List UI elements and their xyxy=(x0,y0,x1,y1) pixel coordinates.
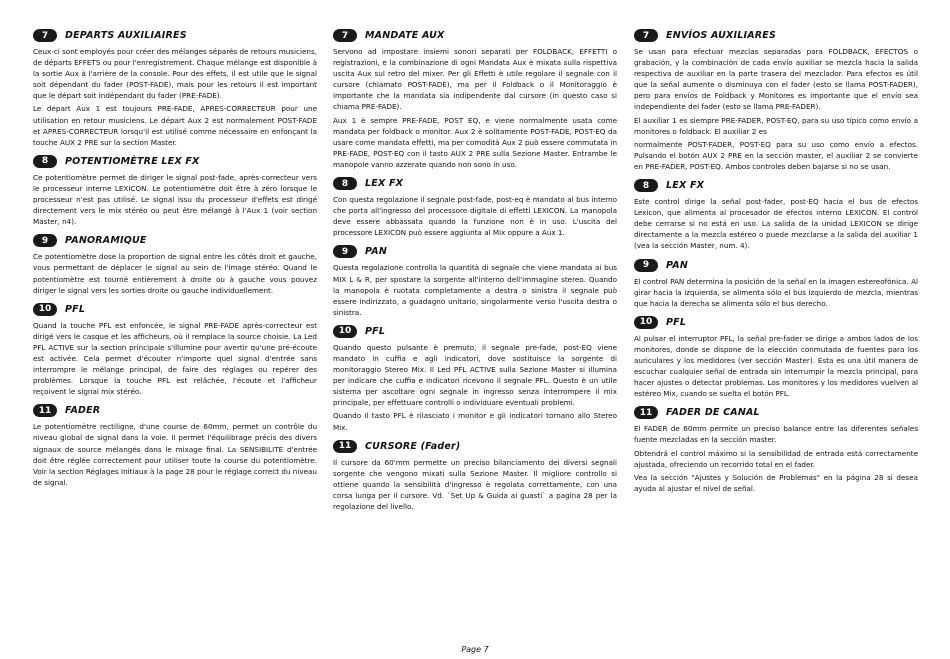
section-heading xyxy=(333,324,617,339)
column-spanish xyxy=(634,28,918,500)
section-title: ENVÍOS AUXILIARES xyxy=(666,30,777,41)
section-7 xyxy=(634,28,918,172)
section-heading xyxy=(33,154,317,169)
section-title: LEX FX xyxy=(666,180,705,192)
section-heading xyxy=(333,28,617,43)
section-number-badge: 7 xyxy=(333,29,357,42)
section-title: FADER DE CANAL xyxy=(666,407,760,419)
section-heading xyxy=(33,28,317,43)
section-10 xyxy=(33,302,317,398)
section-number-badge: 8 xyxy=(634,179,658,192)
section-number-badge: 9 xyxy=(333,245,357,258)
section-title: LEX FX xyxy=(365,178,404,190)
section-11 xyxy=(333,439,617,512)
body-paragraph: Ceux-ci sont employés pour créer des mélanges séparés de retours musiciens, de départs EFFETS ou pour l'enregistrement. Chaque mélange est disponible à la sortie Aux à l'arrière de la console. Pour des effets, il est utile que le signal soit dépendant du fader (POST-FADE), mais pour les retours il est important que le départ soit indépendant du fader (PRE-FADE). xyxy=(33,47,317,101)
section-title: PAN xyxy=(365,246,387,258)
body-paragraph: Ce potentiomètre dose la proportion de signal entre les côtés droit et gauche, vous permettant de déplacer le signal au sein de l'image stéréo. Quand le potentiomètre est tourné entièrement à droite ou à gauche vous pouvez diriger le signal vers les sorties droite ou gauche individuellement. xyxy=(33,252,317,295)
section-heading xyxy=(333,244,617,259)
section-9 xyxy=(333,244,617,317)
body-paragraph: Quando questo pulsante è premuto, il segnale pre-fade, post-EQ viene mandato in cuffia e agli indicatori, dove sostituisce la sorgente di monitoraggio Stereo Mix. Il Led PFL ACTIVE sulla Sezione Master si illumina per indicare che cuffia e indicatori ricevono il segnale PFL. Questo è un utile sistema per ascoltare ogni segnale in ingresso senza interrompere il mix principale, per effettuare controlli o individuare eventuali problemi. xyxy=(333,342,617,408)
section-title: DEPARTS AUXILIAIRES xyxy=(65,30,187,41)
section-7 xyxy=(33,28,317,148)
section-heading xyxy=(33,302,317,317)
body-paragraph: El FADER de 60mm permite un preciso balance entre las diferentes señales fuente mezcladas en la sección master. xyxy=(634,424,918,445)
section-heading xyxy=(634,405,918,420)
section-heading xyxy=(33,233,317,248)
section-number-badge: 9 xyxy=(634,259,658,272)
section-number-badge: 11 xyxy=(333,440,357,453)
section-title: POTENTIOMÈTRE LEX FX xyxy=(65,155,200,167)
section-11 xyxy=(33,403,317,488)
page-number: Page 7 xyxy=(461,645,489,654)
body-paragraph: Quand la touche PFL est enfoncée, le signal PRE-FADE après-correcteur est dirigé vers le casque et les afficheurs, où il remplace la source choisie. La Led PFL ACTIVE sur la section principale s'illumine pour avertir qu'une pré-écoute est activée. Cela permet d'écouter n'importe quel signal d'entrée sans interrompre le mélange principal, de faire des réglages ou repérer des problèmes. Lorsque la touche PFL est relâchée, l'écoute et l'afficheur reçoivent le signal mix stéréo. xyxy=(33,320,317,397)
section-10 xyxy=(634,315,918,400)
section-title: PANORAMIQUE xyxy=(65,235,147,247)
body-paragraph: Le départ Aux 1 est toujours PRE-FADE, APRES-CORRECTEUR pour une utilisation en retour musiciens. Le départ Aux 2 est normalement POST-FADE et APRES-CORRECTEUR lorsqu'il est utilisé comme nécessaire en enfonçant la touche AUX 2 PRE sur la section Master. xyxy=(33,104,317,147)
column-italian xyxy=(333,28,617,518)
section-8 xyxy=(634,178,918,251)
section-number-badge: 7 xyxy=(33,29,57,42)
section-heading xyxy=(33,403,317,418)
body-paragraph: El control PAN determina la posición de la señal en la imagen estereofónica. Al girar hacia la izquierda, se alimenta sólo el bus izquierdo de mezcla, mientras que hacia la derecha se alimenta sólo el bus derecho. xyxy=(634,276,918,308)
section-heading xyxy=(634,28,918,43)
body-paragraph: Se usan para efectuar mezclas separadas para FOLDBACK, EFECTOS o grabación, y la combinación de cada envío auxiliar se mezcla hacia la salida respectiva de auxiliar en la parte trasera del mezclador. Para efectos es útil que la señal aumente o disminuya con el fader (esto se llama POST-FADER), pero para envíos de Foldback y Monitores es importante que el envío sea independiente del fader (esto se llama PRE-FADER). xyxy=(634,47,918,112)
section-title: CURSORE (Fader) xyxy=(365,440,461,452)
body-paragraph: Il cursore da 60'mm permette un preciso bilanciamento dei diversi segnali sorgente che vengono mixati sulla Sezione Master. Il migliore controllo si ottiene quando la sensibilità d'ingresso è regolata correttamente, con una corsa lunga per il cursore. Vd. `Set Up & Guida ai guasti` a pagina 28 per la regolazione del livello. xyxy=(333,457,617,511)
body-paragraph: Vea la sección "Ajustes y Solución de Problemas" en la página 28 si desea ayuda al ajustar el nivel de señal. xyxy=(634,472,918,493)
section-title: PAN xyxy=(666,259,688,271)
section-number-badge: 7 xyxy=(634,29,658,42)
section-title: PFL xyxy=(65,303,86,315)
section-heading xyxy=(634,178,918,193)
body-paragraph: Questa regolazione controlla la quantità di segnale che viene mandata ai bus MIX L & R, per spostare la sorgente all'interno dell'immagine stereo. Quando la manopola è ruotata completamente a destra o sinistra il segnale può essere indirizzato, a guadagno unitario, singolarmente verso l'uscita destra o sinistra. xyxy=(333,263,617,317)
section-heading xyxy=(333,176,617,191)
section-11 xyxy=(634,405,918,494)
section-9 xyxy=(634,258,918,309)
section-heading xyxy=(634,258,918,273)
section-number-badge: 9 xyxy=(33,234,57,247)
section-title: FADER xyxy=(65,405,101,417)
section-title: PFL xyxy=(666,316,687,328)
body-paragraph: Le potentiomètre rectiligne, d'une course de 60mm, permet un contrôle du niveau global de signal dans la voie. Il permet l'équilibrage précis des divers signaux de source mélangés dans le mixage final. La SENSIBILITE d'entrée doit être réglée correctement pour utiliser toute la course du potentiomètre. Voir la section Réglages Initiaux à la page 28 pour le réglage correct du niveau de signal. xyxy=(33,422,317,487)
section-number-badge: 10 xyxy=(333,325,357,338)
section-8 xyxy=(33,154,317,227)
body-paragraph: Ce potentiomètre permet de diriger le signal post-fade, après-correcteur vers le processeur interne LEXICON. Le potentiomètre doit être à zéro lorsque le processeur n'est pas utilisé. Le signal issu du processeur d'effets est dirigé directement vers le mix stéréo ou peut être mélangé à l'Aux 1 (voir section Master, n4). xyxy=(33,172,317,227)
section-number-badge: 8 xyxy=(333,177,357,190)
body-paragraph: El auxiliar 1 es siempre PRE-FADER, POST-EQ, para su uso típico como envío a monitores o foldback. El auxiliar 2 es xyxy=(634,115,918,136)
section-title: PFL xyxy=(365,325,386,337)
body-paragraph: Servono ad impostare insiemi sonori separati per FOLDBACK, EFFETTI o registrazioni, e la combinazione di ogni Mandata Aux è mixata sulla rispettiva uscita Aux sul retro del mixer. Per gli Effetti è utile regolare il segnale con il cursore (chiamato POST-FADE), ma per il Foldback o il Monitoraggio è importante che la mandata sia indipendente dal cursore (in questo caso si chiama PRE-FADE). xyxy=(333,47,617,112)
body-paragraph: Este control dirige la señal post-fader, post-EQ hacia el bus de efectos Lexicon, que alimenta al procesador de efectos interno LEXICON. El control debe cerrarse si no está en uso. La salida de la unidad LEXICON se dirige directamente a la mezcla estéreo o puede mezclarse a la salida del auxiliar 1 (vea la sección Master, num. 4). xyxy=(634,197,918,251)
section-9 xyxy=(33,233,317,295)
column-french xyxy=(33,28,317,494)
body-paragraph: Obtendrá el control máximo si la sensibilidad de entrada está correctamente ajustada, ofreciendo un recorrido total en el fader. xyxy=(634,448,918,469)
section-8 xyxy=(333,176,617,238)
section-number-badge: 10 xyxy=(33,303,57,316)
section-number-badge: 10 xyxy=(634,316,658,329)
body-paragraph: Con questa regolazione il segnale post-fade, post-eq è mandato al bus interno che porta all'ingresso del processore digitale di effetti LEXICON. La manopola deve essere abbassata quando la funzione non è in uso. L'uscita del processore LEXICON può essere aggiunta al Mix oppure a Aux 1. xyxy=(333,195,617,238)
body-paragraph: Aux 1 è sempre PRE-FADE, POST EQ, e viene normalmente usata come mandata per foldback o monitor. Aux 2 è solitamente POST-FADE, POST-EQ da usare come mandata effetti, ma per comodità Aux 2 può essere commutata in PRE-FADE, POST-EQ con il tasto AUX 2 PRE sulla Sezione Master. Entrambe le manopole vanno azzerate quando non sono in uso. xyxy=(333,115,617,169)
body-paragraph: Quando il tasto PFL è rilasciato i monitor e gli indicatori tornano allo Stereo Mix. xyxy=(333,411,617,432)
section-number-badge: 8 xyxy=(33,155,57,168)
section-heading xyxy=(333,439,617,454)
section-number-badge: 11 xyxy=(33,404,57,417)
section-heading xyxy=(634,315,918,330)
body-paragraph: Al pulsar el interruptor PFL, la señal pre-fader se dirige a ambos lados de los monitores, donde se dispone de la elección conmutada de fuentes para los auriculares y los medidores (ver sección Master). Esta es una útil manera de escuchar cualquier señal de entrada sin interrumpir la mezcla principal, para hacer ajustes o detectar problemas. Los monitores y los medidores vuelven al estéreo Mix, cuando se suelta el botón PFL. xyxy=(634,333,918,399)
body-paragraph: normalmente POST-FADER, POST-EQ para su uso como envío a efectos. Pulsando el botón AUX 2 PRE en la sección master, el auxiliar 2 se convierte en PRE-FADER, POST-EQ. Ambos controles deben bajarse si no se usan. xyxy=(634,139,918,171)
section-10 xyxy=(333,324,617,433)
section-number-badge: 11 xyxy=(634,406,658,419)
section-title: MANDATE AUX xyxy=(365,30,445,41)
section-7 xyxy=(333,28,617,170)
